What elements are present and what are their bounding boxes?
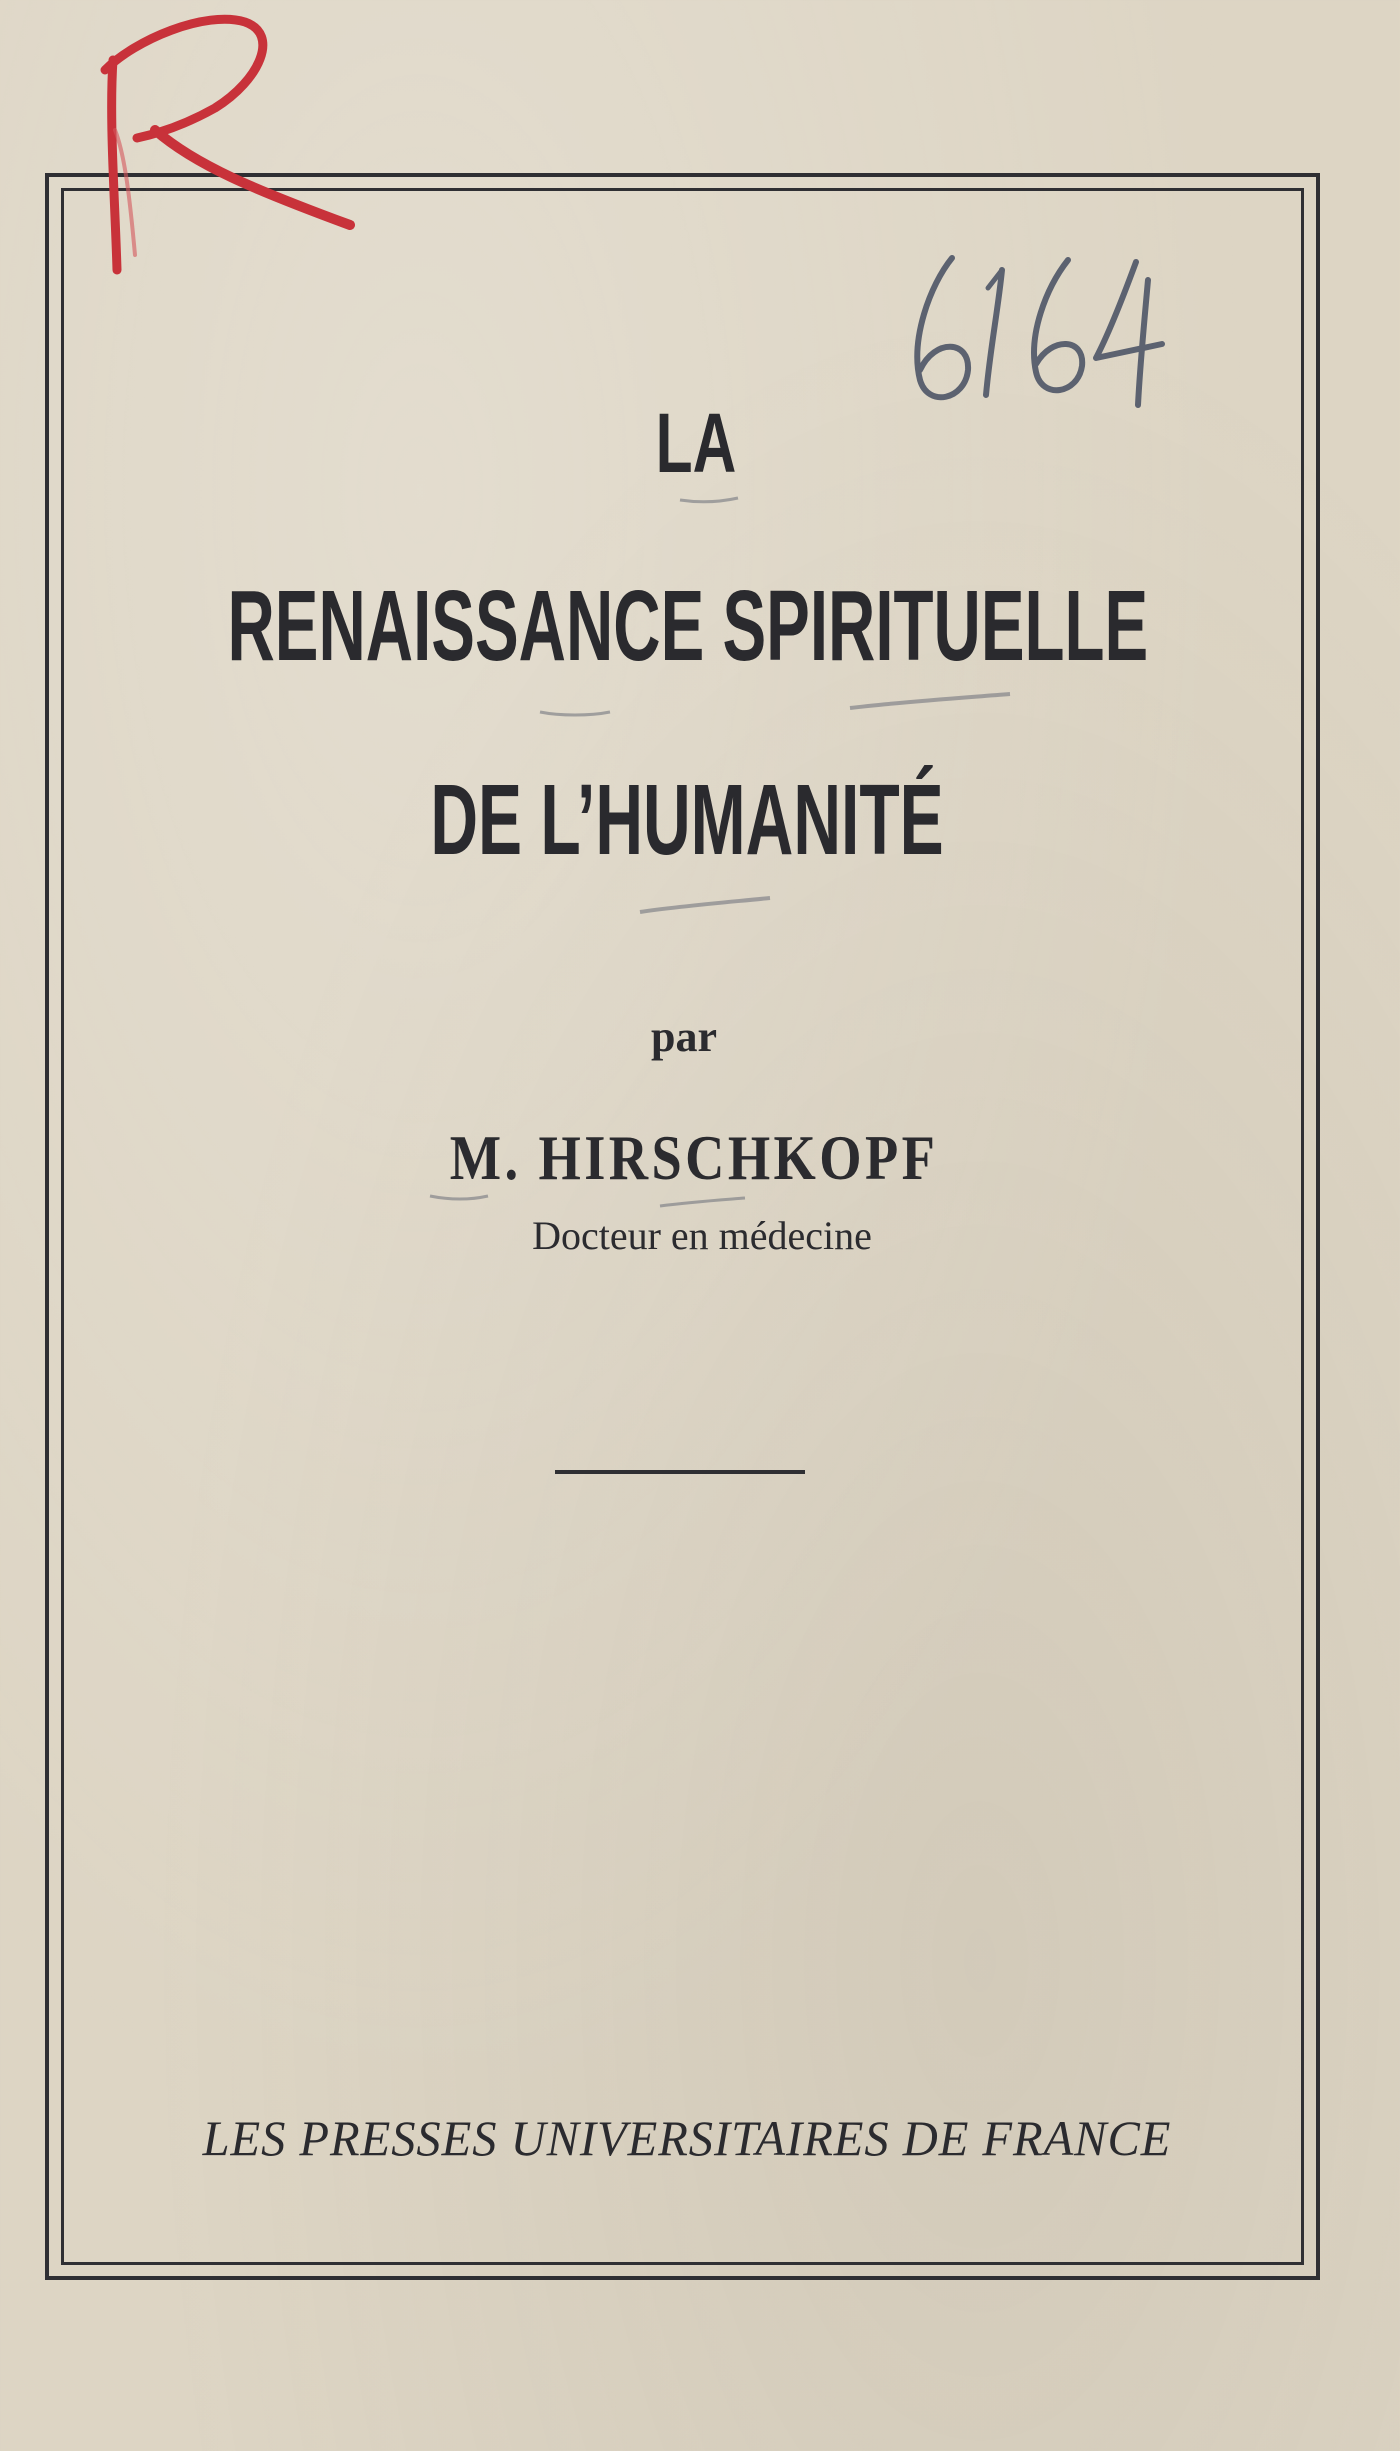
title-line-la: LA — [655, 396, 737, 490]
title-line-renaissance: RENAISSANCE SPIRITUELLE — [227, 570, 1149, 682]
byline: par — [651, 1012, 717, 1061]
author-degree: Docteur en médecine — [532, 1213, 872, 1258]
divider-rule — [555, 1470, 805, 1474]
author-name: M. HIRSCHKOPF — [449, 1122, 939, 1193]
title-line-humanite: DE L’HUMANITÉ — [430, 764, 944, 876]
publisher-name: LES PRESSES UNIVERSITAIRES DE FRANCE — [202, 2110, 1172, 2166]
